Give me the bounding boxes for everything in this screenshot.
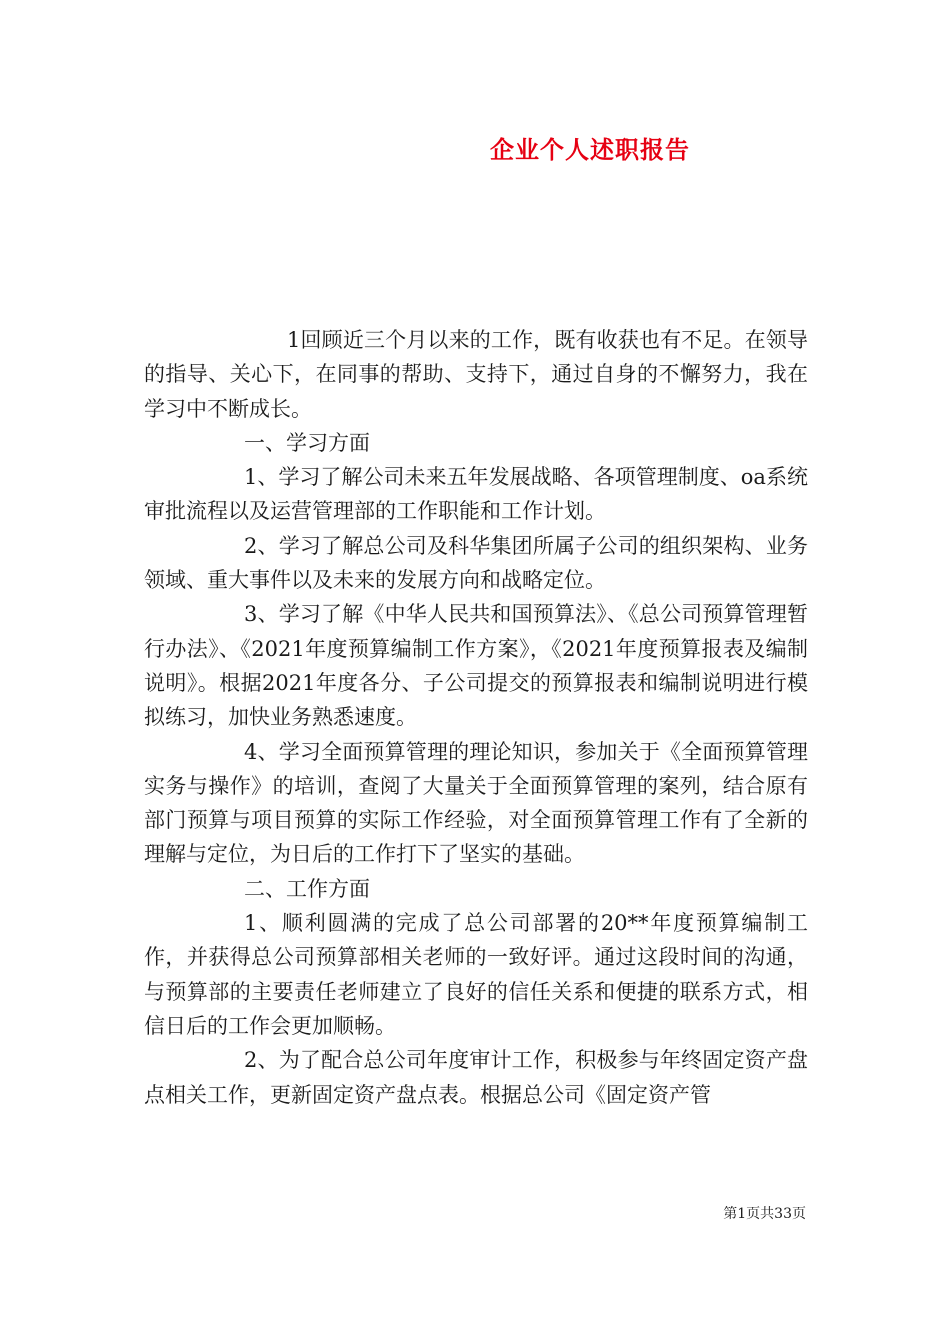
paragraph-work-2: 2、为了配合总公司年度审计工作，积极参与年终固定资产盘点相关工作，更新固定资产盘点表。根据总公司《固定资产管 (144, 1048, 808, 1107)
section-heading-study: 一、学习方面 (244, 430, 370, 455)
page-number: 第1页共33页 (723, 1206, 806, 1222)
paragraph-study-4: 4、学习全面预算管理的理论知识，参加关于《全面预算管理实务与操作》的培训，查阅了大量关于全面预算管理的案列，结合原有部门预算与项目预算的实际工作经验，对全面预算管理工作有了全新的理解与定位，为日后的工作打下了坚实的基础。 (144, 739, 808, 867)
paragraph-study-1: 1、学习了解公司未来五年发展战略、各项管理制度、oa系统审批流程以及运营管理部的工作职能和工作计划。 (144, 465, 808, 524)
paragraph-intro: 1回顾近三个月以来的工作，既有收获也有不足。在领导的指导、关心下，在同事的帮助、支持下，通过自身的不懈努力，我在学习中不断成长。 (144, 328, 808, 421)
document-body (144, 323, 808, 1112)
paragraph-study-3: 3、学习了解《中华人民共和国预算法》、《总公司预算管理暂行办法》、《2021年度预算编制工作方案》，《2021年度预算报表及编制说明》。根据2021年度各分、子公司提交的预算报表和编制说明进行模拟练习，加快业务熟悉速度。 (144, 602, 808, 730)
section-heading-work: 二、工作方面 (244, 876, 370, 901)
document-title: 企业个人述职报告 (490, 135, 690, 164)
paragraph-study-2: 2、学习了解总公司及科华集团所属子公司的组织架构、业务领域、重大事件以及未来的发展方向和战略定位。 (144, 533, 808, 593)
paragraph-work-1: 1、顺利圆满的完成了总公司部署的20**年度预算编制工作，并获得总公司预算部相关老师的一致好评。通过这段时间的沟通，与预算部的主要责任老师建立了良好的信任关系和便捷的联系方式，相信日后的工作会更加顺畅。 (144, 911, 808, 1038)
